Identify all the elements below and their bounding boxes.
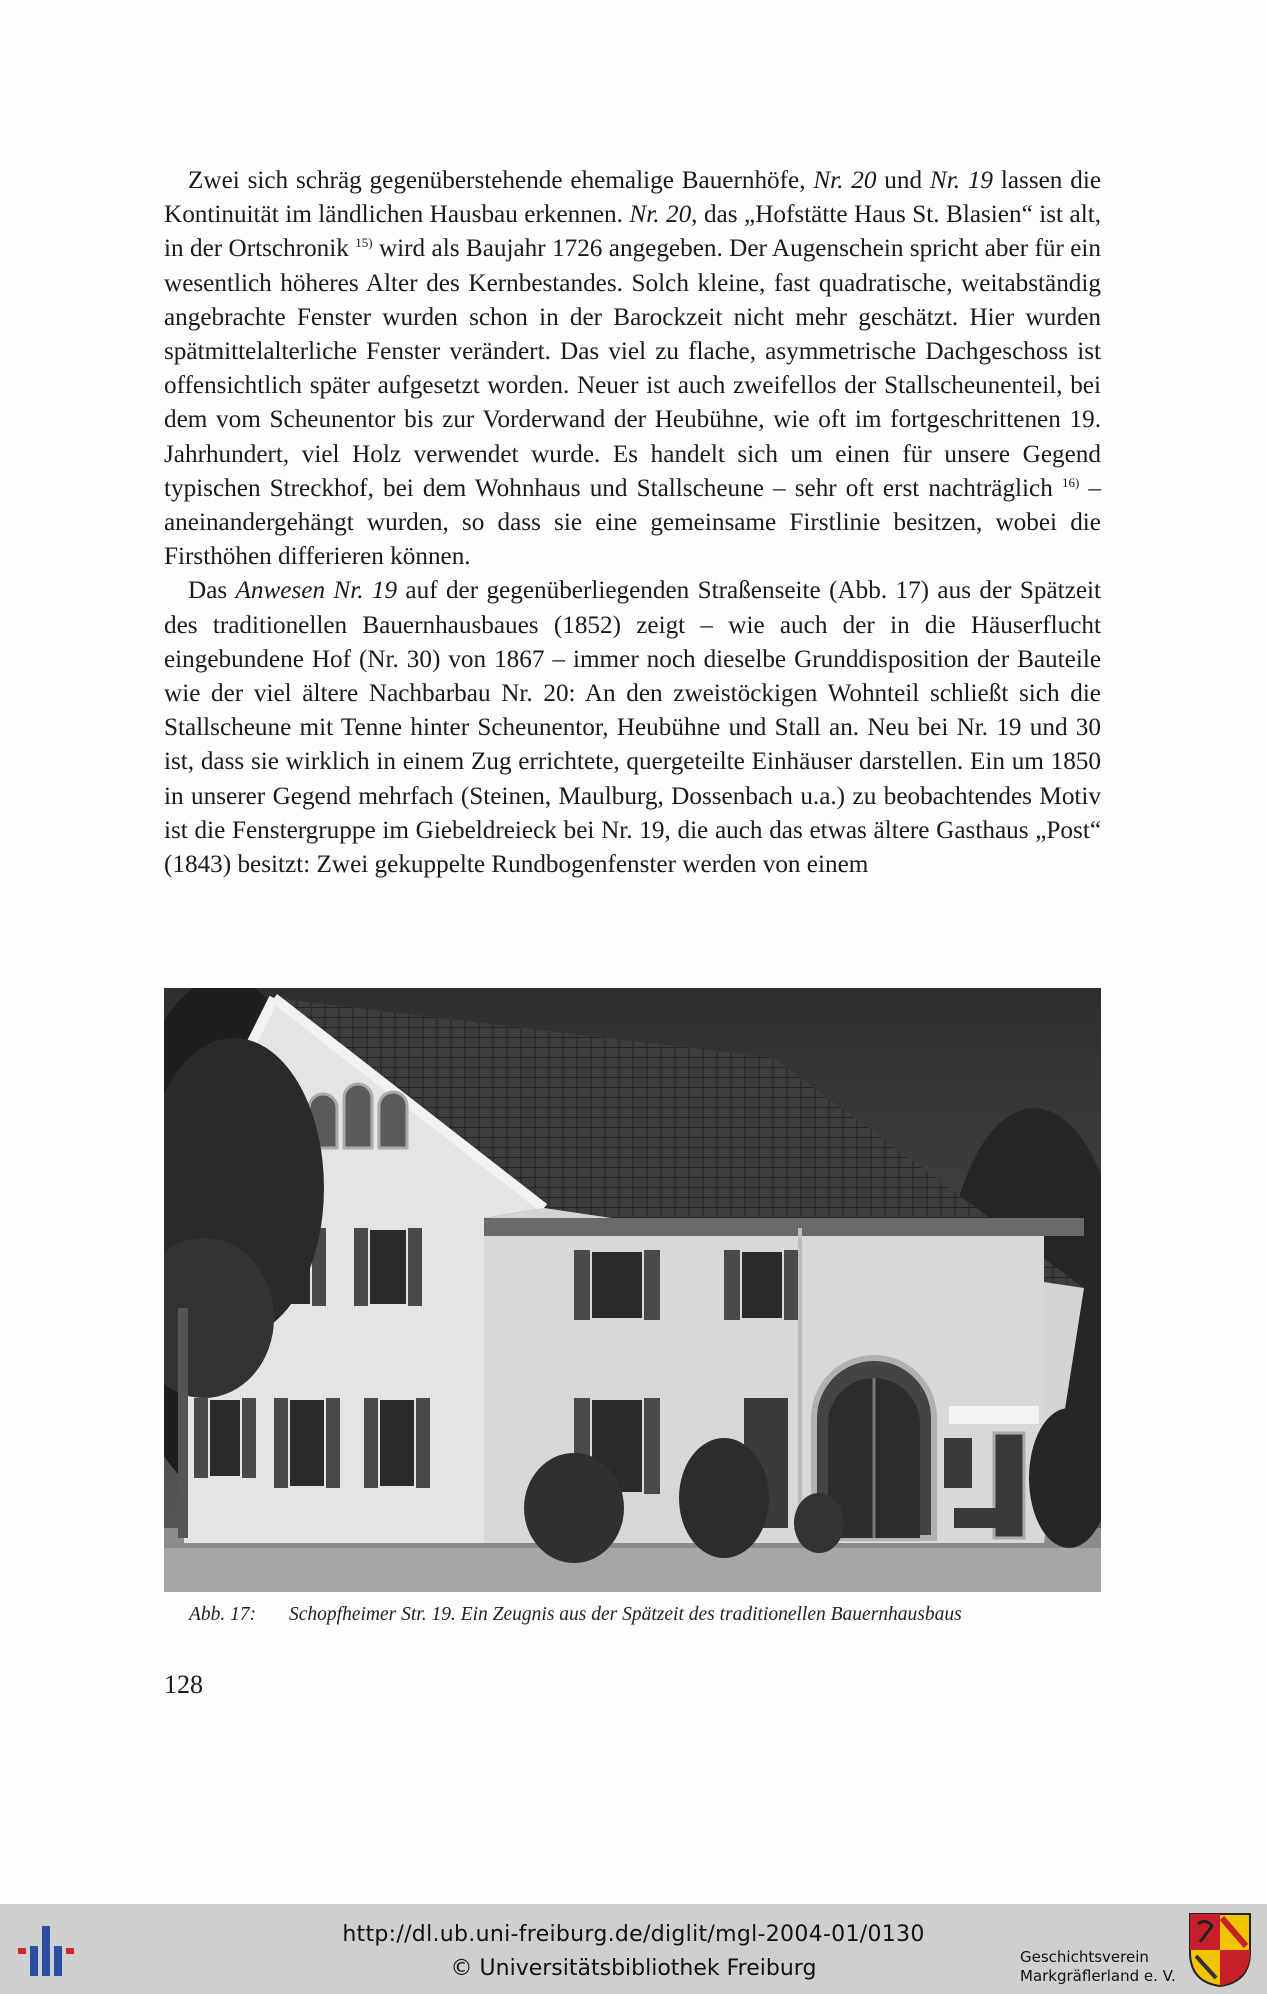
farmhouse-photo (164, 988, 1101, 1592)
society-name (1020, 1948, 1176, 1986)
text-run: auf der gegenüberliegenden Straßenseite (Abb. 17) aus der Spätzeit des traditionellen Bauernhausbaues (1852) zeigt – wie auch der in die Häuserflucht eingebundene Hof (Nr. 30) von 1867 – immer noch dieselbe Grunddisposition der Bauteile wie der viel ältere Nachbarbau Nr. 20: An den zweistöckigen Wohnteil schließt sich die Stallscheune mit Tenne hinter Scheunentor, Heubühne und Stall an. Neu bei Nr. 19 und 30 ist, dass sie wirklich in einem Zug errichtete, quergeteilte Einhäuser darstellen. Ein um 1850 in unserer Gegend mehrfach (Steinen, Maulburg, Dossenbach u.a.) zu beobachtendes Motiv ist die Fenstergruppe im Giebeldreieck bei Nr. 19, die auch das etwas ältere Gasthaus „Post“ (1843) besitzt: Zwei gekuppelte Rundbogenfenster werden von einem (164, 577, 1102, 879)
text-run: – aneinandergehängt wurden, so dass sie eine gemeinsame Firstlinie besitzen, wobei die Firsthöhen differieren können. (164, 474, 1101, 571)
body-text (164, 164, 1101, 882)
society-line-1: Geschichtsverein (1020, 1948, 1149, 1966)
text-run: , das „Hofstätte Haus St. Blasien“ ist alt, in der Ortschronik (164, 201, 1101, 263)
text-run: Das (188, 577, 236, 605)
footnote-ref-15: 15) (355, 235, 373, 251)
italic-run: Anwesen Nr. 19 (235, 577, 398, 605)
footnote-ref-16: 16) (1061, 474, 1080, 490)
italic-run: Nr. 20 (629, 201, 692, 229)
text-run: wird als Baujahr 1726 angegeben. Der Augenschein spricht aber für ein wesentlich höheres Alter des Kernbestandes. Solch kleine, fast quadratische, weitabständig angebrachte Fenster wurden schon in der Barockzeit nicht mehr geschätzt. Hier wurden spätmittelalterliche Fenster verändert. Das viel zu flache, asymmetrische Dachgeschoss ist offensichtlich später aufgesetzt worden. Neuer ist auch zweifellos der Stallscheunenteil, bei dem vom Scheunentor bis zur Vorderwand der Heubühne, wie oft im fortgeschrittenen 19. Jahrhundert, viel Holz verwendet wurde. Es handelt sich um einen für unsere Gegend typischen Streckhof, bei dem Wohnhaus und Stallscheune – sehr oft erst nachträglich (164, 235, 1101, 502)
italic-run: Nr. 19 (929, 167, 994, 194)
society-line-2: Markgräflerland e. V. (1020, 1967, 1176, 1985)
page-number: 128 (164, 1670, 203, 1699)
italic-run: Nr. 20 (813, 167, 877, 194)
figure-caption (189, 1604, 1101, 1626)
farmhouse-illustration (164, 988, 1101, 1592)
text-run: Zwei sich schräg gegenüberstehende ehemalige Bauernhöfe, (188, 167, 814, 194)
library-footer (0, 1904, 1267, 1994)
paragraph-1 (164, 164, 1101, 574)
document-url-link[interactable]: http://dl.ub.uni-freiburg.de/diglit/mgl-2004-01/0130 (342, 1922, 925, 1947)
figure-label: Abb. 17: (189, 1604, 257, 1625)
coat-of-arms-icon (1188, 1912, 1252, 1988)
copyright-notice: © Universitätsbibliothek Freiburg (450, 1956, 817, 1981)
text-run: lassen die Kontinuität im ländlichen Hausbau erkennen. (164, 167, 1101, 229)
figure-caption-text: Schopfheimer Str. 19. Ein Zeugnis aus der Spätzeit des traditionellen Bauernhausbaus (289, 1604, 962, 1625)
text-run: und (876, 167, 930, 194)
paragraph-2 (164, 574, 1101, 882)
